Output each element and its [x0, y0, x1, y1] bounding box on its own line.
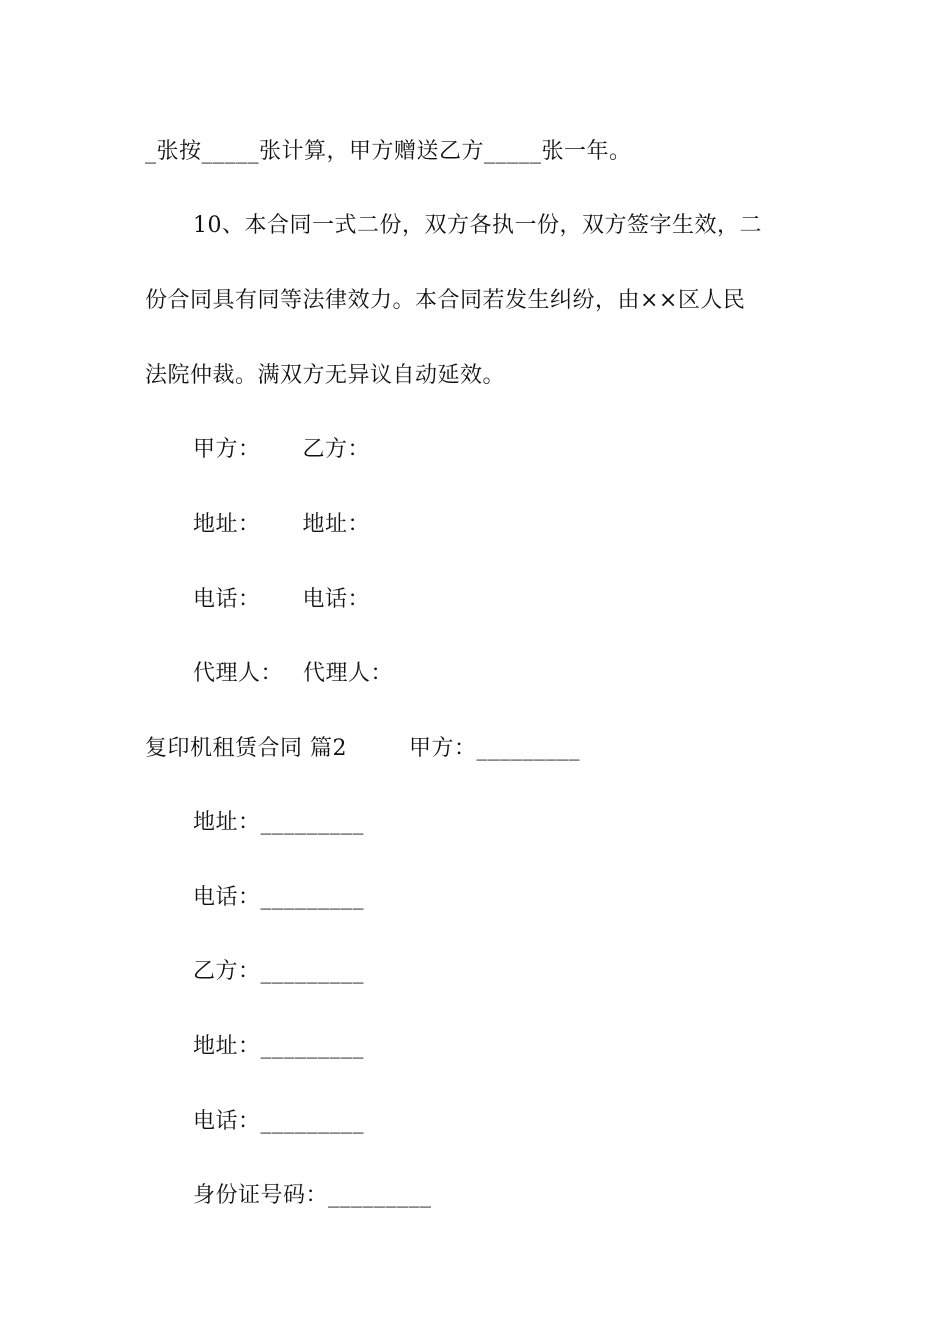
address-a-label: 地址： — [193, 512, 261, 537]
clause10-line1: 10、本合同一式二份，双方各执一份，双方签字生效，二 — [193, 213, 762, 238]
signature-agent-row — [193, 659, 393, 689]
clause10-line3: 法院仲裁。满双方无异议自动延效。 — [145, 363, 506, 388]
phone-b-label: 电话： — [302, 587, 371, 612]
clause10-line2: 份合同具有同等法律效力。本合同若发生纠纷，由××区人民 — [145, 288, 746, 313]
address-b-label: 地址： — [302, 512, 371, 537]
signature-phone-row — [193, 585, 370, 615]
agent-a-label: 代理人： — [193, 661, 284, 686]
party-b-label: 乙方： — [302, 437, 371, 462]
contract2-phone-b: 电话：_________ — [193, 1109, 365, 1134]
contract2-party-a: 甲方：_________ — [409, 736, 581, 761]
signature-party-row — [193, 435, 370, 465]
party-a-label: 甲方： — [193, 437, 261, 462]
contract2-party-b: 乙方：_________ — [193, 959, 365, 984]
contract2-phone-a: 电话：_________ — [193, 885, 365, 910]
contract2-id-number: 身份证号码：_________ — [193, 1183, 432, 1208]
phone-a-label: 电话： — [193, 587, 261, 612]
contract2-title: 复印机租赁合同 篇2 — [145, 736, 347, 761]
clause9-tail: _张按_____张计算，甲方赠送乙方_____张一年。 — [145, 139, 632, 164]
contract2-address-a: 地址：_________ — [193, 810, 365, 835]
signature-address-row — [193, 510, 370, 540]
contract2-address-b: 地址：_________ — [193, 1034, 365, 1059]
contract2-title-row — [145, 734, 580, 764]
agent-b-label: 代理人： — [303, 661, 394, 686]
